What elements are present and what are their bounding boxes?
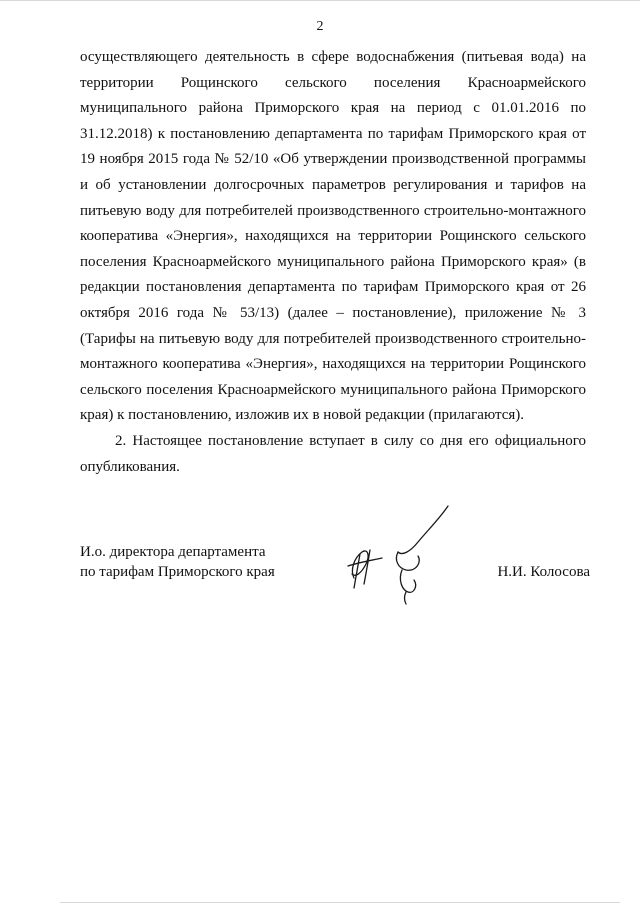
signatory-title-line1: И.о. директора департамента	[80, 544, 266, 560]
signatory-title-line2: по тарифам Приморского края	[80, 564, 275, 580]
handwritten-signature	[340, 500, 460, 605]
signatory-name: Н.И. Колосова	[497, 564, 590, 580]
scan-edge-bottom	[60, 902, 620, 903]
scan-edge-top	[0, 0, 640, 1]
signatory-title	[80, 542, 275, 582]
signature-block	[80, 540, 590, 610]
paragraph-effective-date: 2. Настоящее постановление вступает в силу со дня его официального опубликования.	[80, 432, 586, 475]
page-number: 2	[316, 19, 324, 34]
document-body	[80, 45, 586, 480]
paragraph-continuation: осуществляющего деятельность в сфере водоснабжения (питьевая вода) на территории Рощинского сельского поселения Красноармейского муниципального района Приморского края на период с 01.01.2016 по 31.12.2018) к постановлению департамента по тарифам Приморского края от 19 ноября 2015 года № 52/10 «Об утверждении производственной программы и об установлении долгосрочных параметров регулирования и тарифов на питьевую воду для потребителей производственного строительно-монтажного кооператива «Энергия», находящихся на территории Рощинского сельского поселения Красноармейского муниципального района Приморского края» (в редакции постановления департамента по тарифам Приморского края от 26 октября 2016 года № 53/13) (далее – постановление), приложение № 3 (Тарифы на питьевую воду для потребителей производственного строительно-монтажного кооператива «Энергия», находящихся на территории Рощинского сельского поселения Красноармейского муниципального района Приморского края) к постановлению, изложив их в новой редакции (прилагаются).	[80, 49, 586, 424]
